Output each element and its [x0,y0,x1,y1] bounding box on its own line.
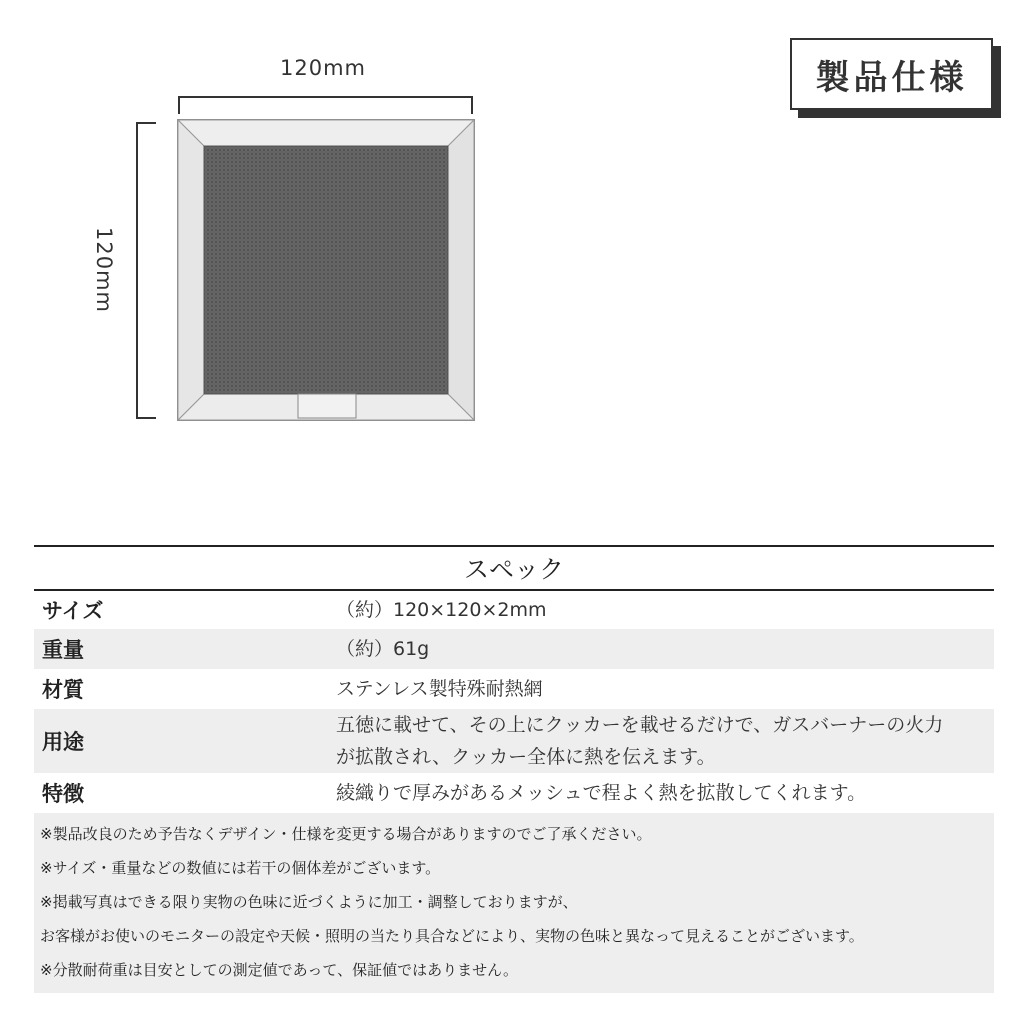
width-dimension-label: 120mm [280,56,366,80]
spec-table-title: スペック [34,545,994,591]
spec-row-weight [34,629,994,669]
spec-row-usage [34,709,994,773]
note-line: ※製品改良のため予告なくデザイン・仕様を変更する場合がありますのでご了承ください。 [40,825,652,843]
note-line: ※掲載写真はできる限り実物の色味に近づくように加工・調整しておりますが、 [40,893,578,911]
spec-value: （約）120×120×2mm [336,599,547,621]
spec-value [336,709,994,773]
spec-value: （約）61g [336,638,430,660]
spec-label: 重量 [42,638,84,662]
height-dimension-label: 120mm [92,227,116,313]
spec-label: 特徴 [42,782,84,806]
note-line: ※サイズ・重量などの数値には若干の個体差がございます。 [40,859,441,877]
width-dimension-line [178,96,473,114]
spec-label: 用途 [42,730,84,754]
spec-notes [34,813,994,993]
badge-label: 製品仕様 [790,38,993,110]
spec-row-size [34,591,994,629]
heat-diffuser-mesh-image [176,118,476,423]
spec-label: 材質 [42,678,84,702]
spec-row-features [34,773,994,813]
spec-value: 綾織りで厚みがあるメッシュで程よく熱を拡散してくれます。 [336,782,867,804]
spec-label: サイズ [42,599,104,623]
note-line: ※分散耐荷重は目安としての測定値であって、保証値ではありません。 [40,961,519,979]
spec-table [34,545,994,993]
spec-value: ステンレス製特殊耐熱網 [336,678,543,700]
spec-value-line: 五徳に載せて、その上にクッカーを載せるだけで、ガスバーナーの火力 [336,714,944,736]
height-dimension-line [136,122,156,419]
product-spec-badge [790,38,993,110]
spec-row-material [34,669,994,709]
note-line: お客様がお使いのモニターの設定や天候・照明の当たり具合などにより、実物の色味と異なって見えることがございます。 [40,927,864,945]
spec-value-line: が拡散され、クッカー全体に熱を伝えます。 [336,746,716,768]
